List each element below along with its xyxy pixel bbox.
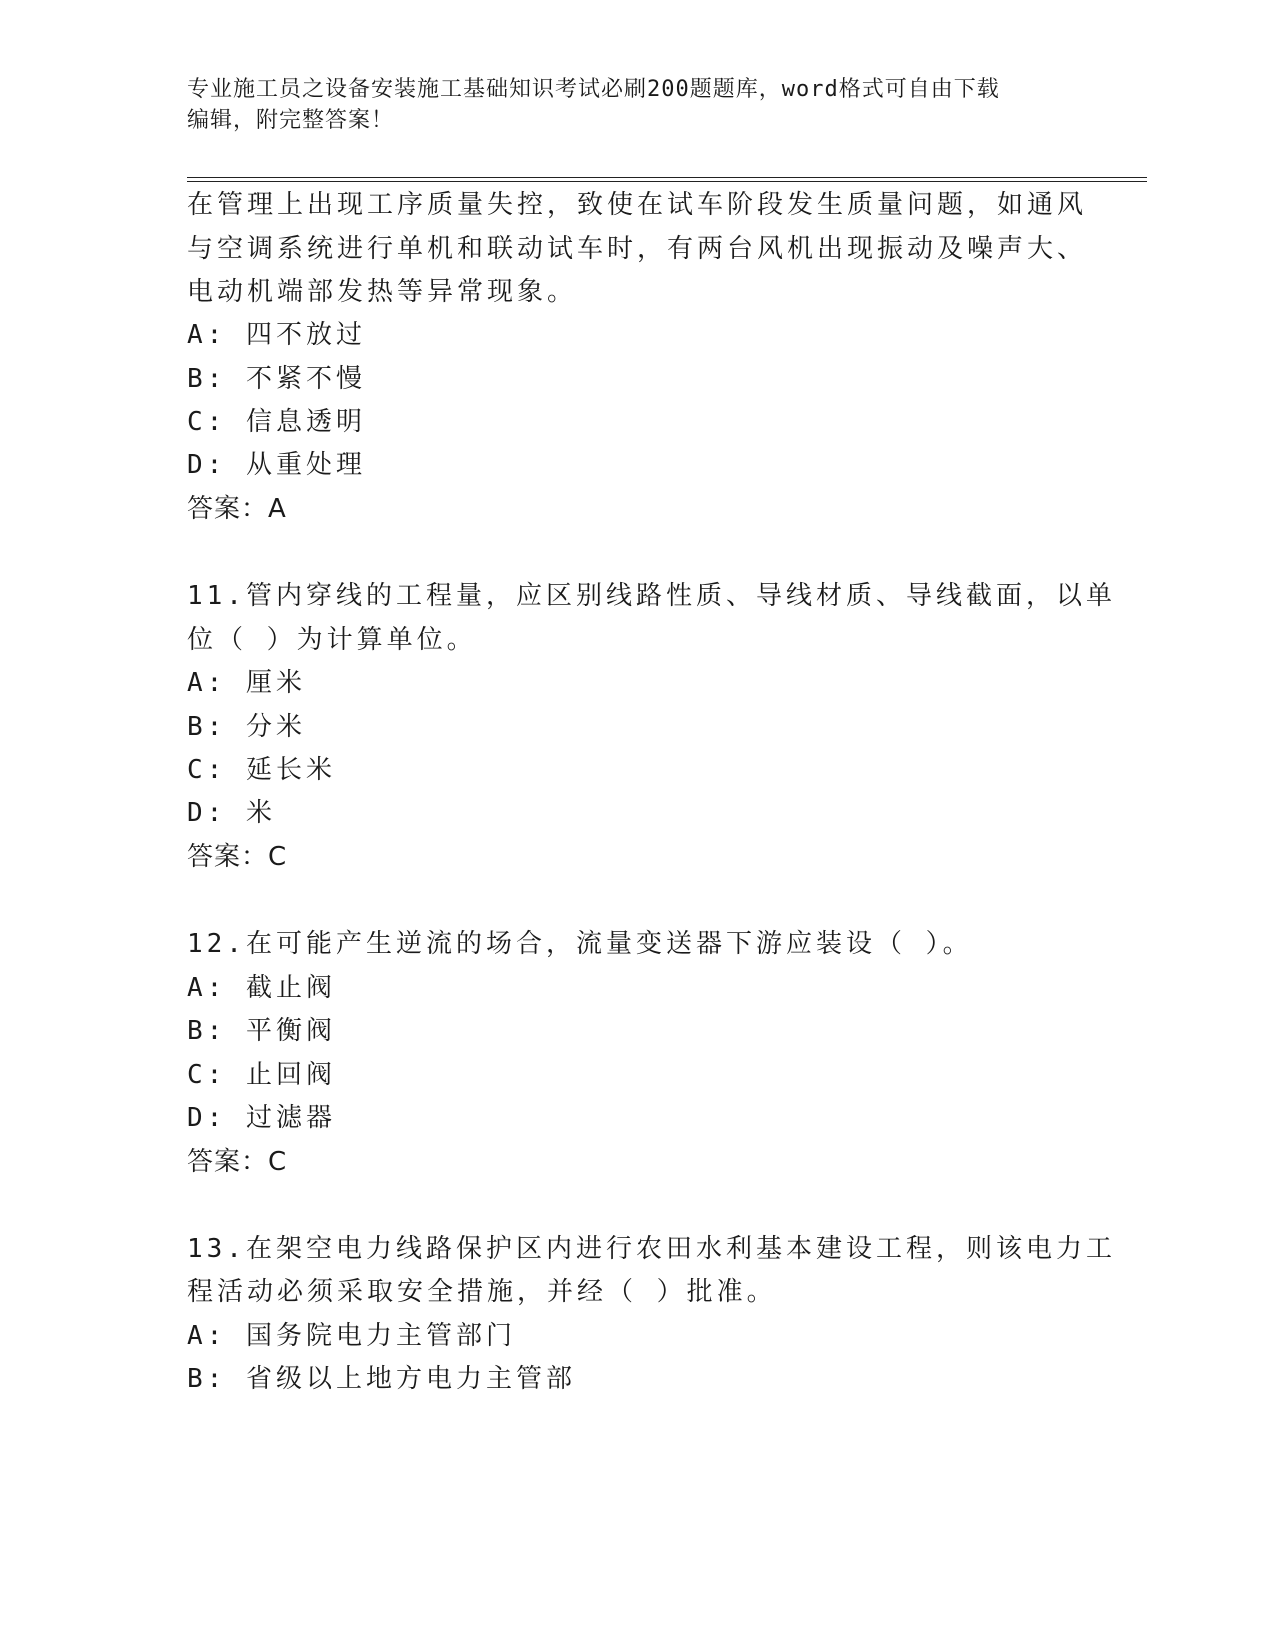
q10-option-c: C: 信息透明 bbox=[187, 407, 366, 437]
header-title-line-2: 编辑，附完整答案！ bbox=[187, 108, 395, 133]
q13-option-b: B: 省级以上地方电力主管部 bbox=[187, 1364, 576, 1394]
q13-text-line-1: 13.在架空电力线路保护区内进行农田水利基本建设工程，则该电力工 bbox=[187, 1234, 1116, 1264]
q11-option-c: C: 延长米 bbox=[187, 755, 336, 785]
q13-option-a: A: 国务院电力主管部门 bbox=[187, 1321, 516, 1351]
q11-text-line-2: 位（ ）为计算单位。 bbox=[187, 625, 477, 655]
q10-answer: 答案：A bbox=[187, 494, 287, 524]
q12-option-d: D: 过滤器 bbox=[187, 1103, 336, 1133]
q11-option-d: D: 米 bbox=[187, 798, 276, 828]
header-title-line-1: 专业施工员之设备安装施工基础知识考试必刷200题题库，word格式可自由下载 bbox=[187, 77, 1000, 102]
q13-text-line-2: 程活动必须采取安全措施，并经（ ）批准。 bbox=[187, 1277, 777, 1307]
header-divider-top bbox=[187, 177, 1147, 178]
q12-answer: 答案：C bbox=[187, 1147, 288, 1177]
header-divider-bottom bbox=[187, 181, 1147, 182]
q11-text-line-1: 11.管内穿线的工程量，应区别线路性质、导线材质、导线截面，以单 bbox=[187, 581, 1116, 611]
q11-answer: 答案：C bbox=[187, 842, 288, 872]
q11-option-a: A: 厘米 bbox=[187, 668, 306, 698]
q10-text-line-1: 在管理上出现工序质量失控，致使在试车阶段发生质量问题，如通风 bbox=[187, 190, 1088, 220]
q10-option-b: B: 不紧不慢 bbox=[187, 364, 366, 394]
q12-text-line-1: 12.在可能产生逆流的场合，流量变送器下游应装设（ ）。 bbox=[187, 929, 973, 959]
q11-option-b: B: 分米 bbox=[187, 712, 306, 742]
q10-option-a: A: 四不放过 bbox=[187, 320, 366, 350]
q12-option-b: B: 平衡阀 bbox=[187, 1016, 336, 1046]
q10-text-line-2: 与空调系统进行单机和联动试车时，有两台风机出现振动及噪声大、 bbox=[187, 234, 1088, 264]
q12-option-a: A: 截止阀 bbox=[187, 973, 336, 1003]
document-header bbox=[187, 74, 1087, 136]
q12-option-c: C: 止回阀 bbox=[187, 1060, 336, 1090]
q10-option-d: D: 从重处理 bbox=[187, 450, 366, 480]
q10-text-line-3: 电动机端部发热等异常现象。 bbox=[187, 277, 578, 307]
